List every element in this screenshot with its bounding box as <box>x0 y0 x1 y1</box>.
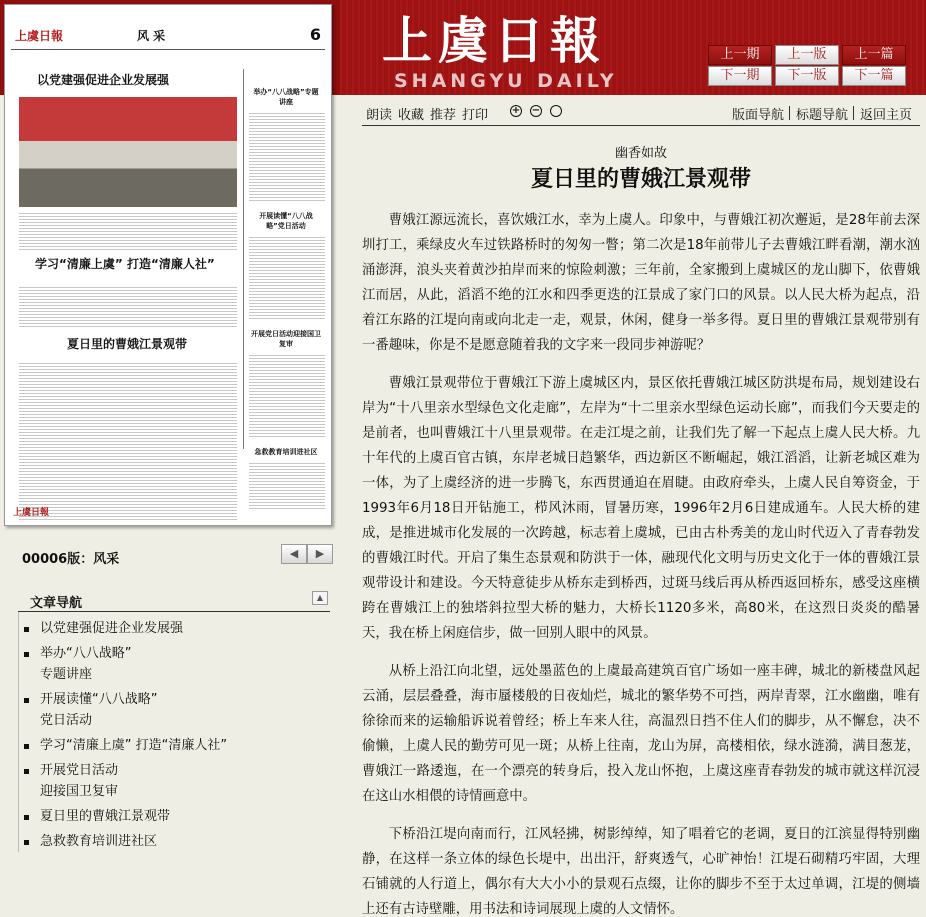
thumbnail-paper-name: 上虞日報 <box>15 29 64 43</box>
toc-item-label[interactable]: 举办“八八战略” <box>40 646 132 661</box>
thumbnail-text-block <box>19 211 237 251</box>
thumbnail-photo <box>19 97 237 207</box>
prev-issue-button[interactable]: 上一期 <box>708 45 772 65</box>
toc-title: 文章导航 <box>30 596 83 611</box>
collapse-up-icon[interactable]: ▲ <box>312 591 328 605</box>
thumbnail-text-block <box>249 111 325 203</box>
read-aloud-link[interactable]: 朗读 <box>366 108 393 123</box>
thumbnail-headline[interactable]: 以党建强促进企业发展强 <box>37 73 170 87</box>
masthead-logo: 上虞日報 <box>382 11 606 70</box>
thumbnail-footer-logo: 上虞日報 <box>13 508 50 518</box>
thumbnail-column-rule <box>243 69 244 449</box>
toolbar-separator <box>853 106 854 120</box>
masthead-english: SHANGYU DAILY <box>394 70 618 92</box>
thumbnail-text-block <box>19 285 237 329</box>
prev-page-button[interactable]: 上一版 <box>775 45 839 65</box>
recommend-link[interactable]: 推荐 <box>430 108 457 123</box>
toc-item[interactable] <box>19 806 330 827</box>
toc-item-label[interactable]: 学习“清廉上虞” 打造“清廉人社” <box>40 738 228 753</box>
thumbnail-headline[interactable]: 夏日里的曹娥江景观带 <box>67 337 188 351</box>
page-thumbnail[interactable] <box>4 4 332 526</box>
article-paragraph: 曹娥江景观带位于曹娥江下游上虞城区内，景区依托曹娥江城区防洪堤布局，规划建设右岸为“十八里亲水型绿色文化走廊”，左岸为“十二里亲水型绿色运动长廊”，而我们今天要走的是前者，也叫曹娥江十八里景观带。在走江堤之前，让我们先了解一下起点上虞人民大桥。九十年代的上虞百官古镇，东岸老城日趋繁华，西边新区不断崛起，娥江滔滔，让新老城区难为一体，为了上虞经济的进一步腾飞，东西贯通迫在眉睫。由政府牵头，上虞人民自筹资金，于1993年6月18日开钻施工，栉风沐雨，冒暑历寒，1996年2月6日建成通车。人民大桥的建成，是推进城市化发展的一次跨越，标志着上虞城，已由古朴秀美的龙山时代迈入了青春勃发的曹娥江时代。开启了集生态景观和防洪于一体，融现代化文明与历史文化于一体的曹娥江景观带设计和建设。今天特意徒步从桥东走到桥西，过斑马线后再从桥西返回桥东，感受这座横跨在曹娥江上的独塔斜拉型大桥的魅力，大桥长1120多米，高80米，在这烈日炎炎的酷暑天，我在桥上闲庭信步，做一回别人眼中的风景。 <box>362 376 920 641</box>
next-article-button[interactable]: 下一篇 <box>842 66 906 86</box>
thumbnail-headline[interactable]: 举办“八八战略”专题讲座 <box>253 88 319 106</box>
zoom-in-icon[interactable]: + <box>511 105 521 116</box>
article-navigation <box>18 588 330 856</box>
toc-item[interactable] <box>19 760 330 802</box>
toc-item-label[interactable]: 开展读懂“八八战略” <box>40 692 158 707</box>
prev-page-arrow[interactable] <box>281 544 307 564</box>
thumbnail-page-number: 6 <box>309 25 321 44</box>
zoom-out-icon[interactable]: − <box>531 105 541 116</box>
thumbnail-text-block <box>249 353 325 437</box>
favorite-link[interactable]: 收藏 <box>398 108 425 123</box>
article-toolbar <box>362 100 920 126</box>
thumbnail-headline[interactable]: 学习“清廉上虞” 打造“清廉人社” <box>35 257 215 271</box>
toc-item-label-line2[interactable]: 党日活动 <box>40 713 93 728</box>
zoom-reset-icon[interactable] <box>550 105 562 117</box>
page-nav-link[interactable]: 版面导航 <box>732 108 785 123</box>
toc-item[interactable] <box>19 689 330 731</box>
toc-header <box>18 588 330 612</box>
title-nav-link[interactable]: 标题导航 <box>796 108 849 123</box>
toc-item[interactable] <box>19 735 330 756</box>
toc-item[interactable] <box>19 618 330 639</box>
thumbnail-text-block <box>249 235 325 319</box>
toc-item-label[interactable]: 急救教育培训进社区 <box>40 834 158 849</box>
home-link[interactable]: 返回主页 <box>860 108 913 123</box>
thumbnail-headline[interactable]: 急救教育培训进社区 <box>254 448 318 456</box>
thumbnail-header-rule <box>11 49 325 50</box>
print-link[interactable]: 打印 <box>462 108 489 123</box>
article-kicker: 幽香如故 <box>614 146 667 161</box>
right-arrow-icon: ▶ <box>315 547 325 560</box>
toc-item-label[interactable]: 开展党日活动 <box>40 763 119 778</box>
thumbnail-section: 风 采 <box>137 29 166 43</box>
left-arrow-icon: ◀ <box>289 547 299 560</box>
thumbnail-text-block <box>249 461 325 511</box>
next-page-arrow[interactable] <box>307 544 333 564</box>
toc-item[interactable] <box>19 643 330 685</box>
thumbnail-headline[interactable]: 开展读懂“八八战略”党日活动 <box>259 212 313 230</box>
next-issue-button[interactable]: 下一期 <box>708 66 772 86</box>
toc-item-label[interactable]: 夏日里的曹娥江景观带 <box>40 809 171 824</box>
thumbnail-text-block <box>19 361 237 521</box>
toolbar-separator <box>789 106 790 120</box>
article-title: 夏日里的曹娥江景观带 <box>530 167 751 192</box>
thumbnail-headline[interactable]: 开展党日活动迎接国卫复审 <box>251 330 321 348</box>
toc-item-label-line2[interactable]: 专题讲座 <box>40 667 93 682</box>
article-paragraph: 下桥沿江堤向南而行，江风轻拂，树影绰绰，知了唱着它的老调，夏日的江滨显得特别幽静，在这样一条立体的绿色长堤中，出出汗，舒爽透气，心旷神怡！江堤石砌精巧牢固，大理石铺就的人行道上，偶尔有大大小小的景观石点缀，让你的脚步不至于太过单调，江堤的侧墙上还有古诗壁雕，用书法和诗词展现上虞的人文情怀。 <box>362 827 920 917</box>
article-paragraph: 曹娥江源远流长，喜饮娥江水，幸为上虞人。印象中，与曹娥江初次邂逅，是28年前去深圳打工，乘绿皮火车过铁路桥时的匆匆一瞥；第二次是18年前带儿子去曹娥江畔看潮，潮水汹涌澎湃，浪头夹着黄沙拍岸而来的惊险刺激；三年前，全家搬到上虞城区的龙山脚下，依曹娥江而居，从此，滔滔不绝的江水和四季更迭的江景成了家门口的风景。以人民大桥为起点，沿着江东路的江堤向南或向北走一走，观景，休闲，健身一举多得。夏日里的曹娥江景观带别有一番趣味，你是不是愿意随着我的文字来一段同步神游呢？ <box>362 213 920 353</box>
next-page-button[interactable]: 下一版 <box>775 66 839 86</box>
toc-item-label-line2[interactable]: 迎接国卫复审 <box>40 784 119 799</box>
toc-item[interactable] <box>19 831 330 852</box>
toc-list <box>18 612 330 852</box>
article-paragraph: 从桥上沿江向北望，远处墨蓝色的上虞最高建筑百官广场如一座丰碑，城北的新楼盘风起云涌，层层叠叠，海市蜃楼般的日夜灿烂，城北的繁华势不可挡，两岸青翠，江水幽幽，唯有徐徐而来的运输船诉说着曾经；桥上车来人往，高温烈日挡不住人们的脚步，从不懈怠，决不偷懒，上虞人民的勤劳可见一斑；从桥上往南，龙山为屏，高楼相依，绿水涟漪，满目葱茏，曹娥江一路逶迤，在一个漂亮的转身后，投入龙山怀抱，上虞这座青春勃发的城市就这样沉浸在这山水相偎的诗情画意中。 <box>362 664 920 804</box>
page-label: 00006版：风采 <box>22 552 120 567</box>
article-body <box>362 208 920 917</box>
prev-article-button[interactable]: 上一篇 <box>842 45 906 65</box>
toc-item-label[interactable]: 以党建强促进企业发展强 <box>40 621 184 636</box>
